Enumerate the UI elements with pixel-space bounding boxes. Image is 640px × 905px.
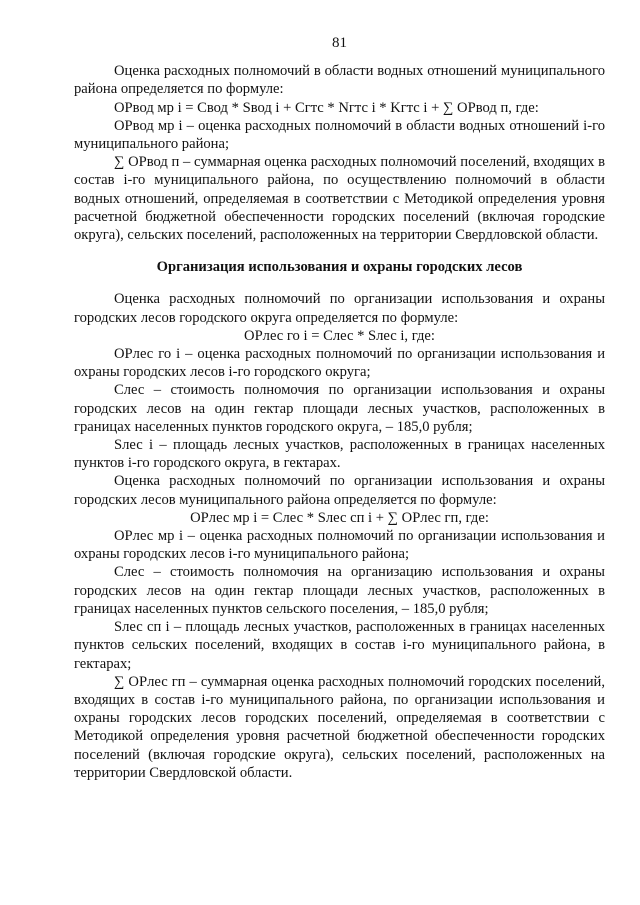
paragraph-water-intro: Оценка расходных полномочий в области водных отношений муниципального района определяется по формуле: (74, 63, 605, 98)
paragraph-forest-intro-1: Оценка расходных полномочий по организации использования и охраны городских лесов городского округа определяется по формуле: (74, 291, 605, 326)
paragraph-forest-def-6: Sлес сп i – площадь лесных участков, расположенных в границах населенных пунктов сельских поселений, входящих в состав i-го муниципального района, в гектарах; (74, 619, 605, 672)
paragraph-forest-def-5: Слес – стоимость полномочия на организацию использования и охраны городских лесов на один гектар площади лесных участков, расположенных в границах населенных пунктов сельского поселения, – 185,0 рубля; (74, 564, 605, 617)
paragraph-forest-def-4: ОРлес мр i – оценка расходных полномочий по организации использования и охраны городских лесов i-го муниципального района; (74, 528, 605, 563)
paragraph-forest-def-1: ОРлес го i – оценка расходных полномочий по организации использования и охраны городских лесов i-го городского округа; (74, 346, 605, 381)
section-heading-forest: Организация использования и охраны городских лесов (156, 259, 523, 276)
formula-water: ОРвод мр i = Свод * Sвод i + Сгтс * Nгтс i * Kгтс i + ∑ ОРвод п, где: (114, 99, 539, 116)
paragraph-forest-intro-2: Оценка расходных полномочий по организации использования и охраны городских лесов муниципального района определяется по формуле: (74, 473, 605, 508)
page-number: 81 (332, 35, 347, 51)
paragraph-forest-def-7: ∑ ОРлес гп – суммарная оценка расходных полномочий городских поселений, входящих в состав i-го муниципального района, по организации использования и охраны городских лесов городских поселений, определяемая в соответствии с Методикой определения уровня расчетной бюджетной обеспеченности городских поселений (включая городские округа), сельских поселений, расположенных на территории Свердловской области. (74, 673, 605, 781)
paragraph-forest-def-3: Sлес i – площадь лесных участков, расположенных в границах населенных пунктов i-го городского округа, в гектарах. (74, 437, 605, 472)
paragraph-water-def-2: ∑ ОРвод п – суммарная оценка расходных полномочий поселений, входящих в состав i-го муниципального района, по осуществлению полномочий в области водных отношений, определяемая в соответствии с Методикой определения уровня расчетной бюджетной обеспеченности городских поселений (включая городские округа), сельских поселений, расположенных на территории Свердловской области. (74, 154, 605, 244)
document-page (74, 34, 605, 782)
paragraph-forest-def-2: Слес – стоимость полномочия по организации использования и охраны городских лесов на один гектар площади лесных участков, расположенных в границах населенных пунктов городского округа, – 185,0 рубля; (74, 382, 605, 435)
paragraph-water-def-1: ОРвод мр i – оценка расходных полномочий в области водных отношений i-го муниципального района; (74, 117, 605, 153)
formula-forest-mr: ОРлес мр i = Слес * Sлес сп i + ∑ ОРлес гп, где: (190, 509, 489, 526)
formula-forest-go: ОРлес го i = Слес * Sлес i, где: (244, 327, 435, 344)
